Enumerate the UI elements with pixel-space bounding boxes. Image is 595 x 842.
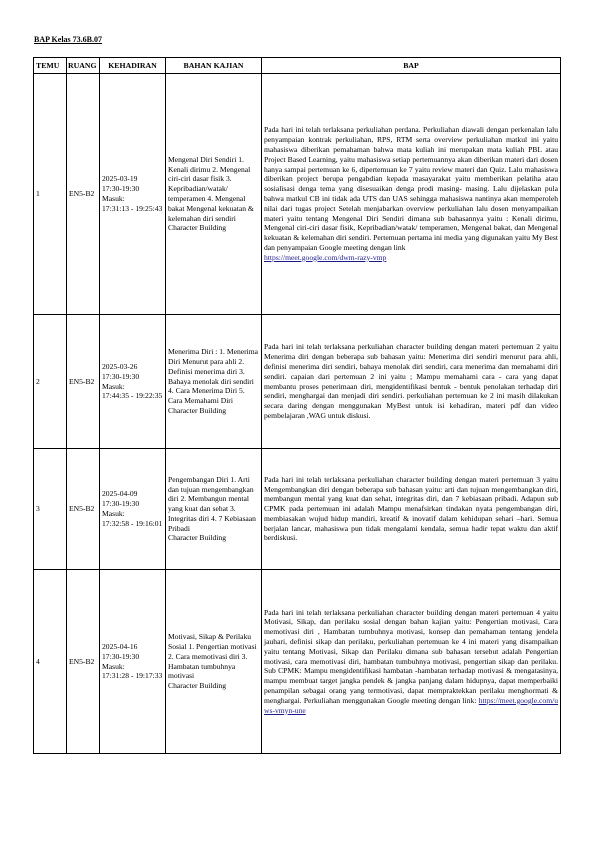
topic-text: Mengenal Diri Sendiri 1. Kenali dirimu 2. Mengenal ciri-ciri dasar fisik 3. Kepribadian/watak/ temperamen 4. Mengenal bakat Mengenal kekuatan & kelemahan diri sendiri bbox=[168, 154, 254, 223]
topic-footer: Character Building bbox=[168, 223, 226, 233]
meeting-number: 1 bbox=[34, 74, 67, 315]
table-row bbox=[34, 315, 561, 449]
attendance-range: 17:31:28 - 19:17:33 bbox=[102, 671, 163, 681]
attendance-masuk: Masuk: bbox=[102, 661, 125, 671]
table-row bbox=[34, 449, 561, 570]
header-bahan-kajian bbox=[166, 58, 262, 74]
header-temu bbox=[34, 58, 67, 74]
attendance-cell bbox=[100, 449, 166, 570]
topic-text: Motivasi, Sikap & Perilaku Sosial 1. Pengertian motivasi 2. Cara memotivasi diri 3. Hambatan tumbuhnya motivasi bbox=[168, 632, 257, 681]
meeting-link[interactable]: https://meet.google.com/uws-vmyn-une bbox=[264, 695, 559, 715]
attendance-range: 17:32:58 - 19:16:01 bbox=[102, 518, 163, 528]
header-bap-label: BAP bbox=[403, 61, 419, 70]
topic-cell bbox=[166, 449, 262, 570]
room-cell: EN5-B2 bbox=[67, 74, 100, 315]
bap-text: Pada hari ini telah terlaksana perkuliahan perdana. Perkuliahan diawali dengan perkenalan lalu penyampaian kontrak perkuliahan, RPS, RTM serta overview perkuliahan matkul ini yaitu mahasiswa diberikan pemahaman bahwa mata kuliah ini merupakan mata kuliah PBL atau Project Based Learning, yaitu mahasiswa setiap pertemuannya akan diberikan materi dari dosen hanya sampai pertemuan ke 6, dipertemuan ke 7 yaitu review materi dan Quiz. Lalu mahasiswa diberikan project berupa pengabdian kepada masayarakat yaitu memberikan pelatiha atau sosialisasi denga tema yang disesuaikan denga prodi masing- masing. Lalu dijelaskan pula bahwa matkul CB ini tidak ada UTS dan UAS sehingga mahasiswa nantinya akan memperoleh nilai dari tugas project Setelah menjabarkan overview perkuliahan lalu dosen menyampaikan materi yaitu tentang Mengenal Diri Sendiri dimana sub bahasannya yaitu : Kenali dirimu, Mengenal ciri-ciri dasar fisik, Kepribadian/watak/ temperamen, Mengenal bakat, dan Mengenal kekuatan & kelemahan diri sendiri. Pertemuan pertama ini media yang digunakan yaitu My Best dan penyampaian Google meeting dengan link bbox=[264, 125, 558, 252]
table-row bbox=[34, 74, 561, 315]
bap-cell bbox=[262, 449, 561, 570]
topic-cell bbox=[166, 570, 262, 754]
room-cell: EN5-B2 bbox=[67, 315, 100, 449]
header-ruang bbox=[67, 58, 100, 74]
room-cell: EN5-B2 bbox=[67, 570, 100, 754]
bap-text: Pada hari ini telah terlaksana perkuliahan character building dengan materi pertemuan 3 yaitu Mengembangkan diri dengan beberapa sub bahasan yaitu: arti dan tujuan mengembangkan diri, membangun mental yang kuat dan sehat, integritas diri, dan 7 kebiasaan pribadi. Adapun sub CPMK pada pertemuan ini adalah Mampu menafsirkan tindakan nyata pengembangan diri, membiasakan wujud hidup mandiri, kreatif & inovatif dalam kehidupan sehari –hari. Semua berjalan lancar, mahasiswa pun tidak mengalami kendala, semua hadir tepat waktu dan aktif berdiskusi. bbox=[264, 474, 558, 543]
header-bahan-label: BAHAN KAJIAN bbox=[183, 61, 244, 70]
attendance-date: 2025-03-19 bbox=[102, 174, 138, 184]
attendance-cell bbox=[100, 74, 166, 315]
meeting-number: 2 bbox=[34, 315, 67, 449]
room-cell: EN5-B2 bbox=[67, 449, 100, 570]
topic-text: Menerima Diri : 1. Menerima Diri Menurut para ahli 2. Definisi menerima diri 3. Bahaya menolak diri sendiri 4. Cara Menerima Diri 5. Cara Memahami Diri bbox=[168, 347, 259, 406]
bap-text: Pada hari ini telah terlaksana perkuliahan character building dengan materi pertemuan 4 yaitu Motivasi, Sikap, dan perilaku sosial dengan bahan kajian yaitu: Pengertian motivasi, Cara memotivasi diri , Hambatan tumbuhnya motivasi, konsep dan pemahaman tentang jendela jauhari, definisi sikap dan perilaku, perkuliahan pertemuan ke 4 ini materi yang disampaikan yaitu tentang Motivasi, Sikap dan Perilaku dimana sub bahasan tersebut adalah Pengertian motivasi, cara memotivasi diri, hambatan tumbuhnya motivasi, pengertian sikap dan perilaku. Sub CPMK: Mampu mengidentifikasi hambatan -hambatan terhadap motivasi & mengatasinya, mampu membuat target jangka pendek & jangka panjang dalam hidupnya, dapat memperbaiki penampilan sebagai orang yang termotivasi, dapat mempraktekkan perilaku menghormati & menghargai. Perkuliahan menggunakan Google meeting dengan link: bbox=[264, 607, 558, 705]
attendance-masuk: Masuk: bbox=[102, 509, 125, 518]
header-temu-label: TEMU bbox=[36, 61, 60, 70]
page-title: BAP Kelas 73.6B.07 bbox=[34, 35, 103, 44]
header-kehadiran bbox=[100, 58, 166, 74]
attendance-time: 17:30-19:30 bbox=[102, 499, 140, 509]
header-bap bbox=[262, 58, 561, 74]
attendance-cell bbox=[100, 570, 166, 754]
header-ruang-label: RUANG bbox=[68, 61, 97, 70]
table-header-row bbox=[34, 58, 561, 74]
attendance-range: 17:44:35 - 19:22:35 bbox=[102, 391, 163, 401]
attendance-time: 17:30-19:30 bbox=[102, 371, 140, 381]
attendance-time: 17:30-19:30 bbox=[102, 651, 140, 661]
table-row bbox=[34, 570, 561, 754]
attendance-time: 17:30-19:30 bbox=[102, 184, 140, 194]
topic-footer: Character Building bbox=[168, 405, 226, 415]
meeting-link[interactable]: https://meet.google.com/dwm-razy-vmp bbox=[264, 252, 387, 262]
topic-cell bbox=[166, 74, 262, 315]
attendance-masuk: Masuk: bbox=[102, 381, 125, 391]
attendance-date: 2025-03-26 bbox=[102, 361, 138, 371]
meeting-number: 4 bbox=[34, 570, 67, 754]
topic-footer: Character Building bbox=[168, 681, 226, 691]
attendance-range: 17:31:13 - 19:25:43 bbox=[102, 203, 163, 213]
topic-footer: Character Building bbox=[168, 533, 226, 543]
bap-cell bbox=[262, 315, 561, 449]
topic-cell bbox=[166, 315, 262, 449]
attendance-date: 2025-04-16 bbox=[102, 641, 138, 651]
bap-cell bbox=[262, 570, 561, 754]
bap-text: Pada hari ini telah terlaksana perkuliahan character building dengan materi pertemuan 2 yaitu Menerima diri dengan beberapa sub bahasan yaitu: Menerima diri sendiri menurut para ahli, definisi menerima diri sendiri, bahaya menolak diri sendiri, cara menerima dan memahami diri sendiri. capaian dari pertemuan 2 ini yaitu ; Mampu memahami cara - cara yang dapat membantu proses penerimaan diri, mengidentifikasi bentuk - bentuk penolakan terhadap diri sendiri, menghargai dan menjadi diri sendiri. perkuliahan pertemuan ke 2 ini masih dilakukan secara daring dengan menggunakan MyBest untuk isi kehadiran, materi pdf dan video pembelajaran ,WAG untuk diskusi. bbox=[264, 342, 558, 420]
header-kehadiran-label: KEHADIRAN bbox=[108, 61, 157, 70]
meeting-number: 3 bbox=[34, 449, 67, 570]
attendance-cell bbox=[100, 315, 166, 449]
bap-table bbox=[33, 57, 561, 754]
attendance-date: 2025-04-09 bbox=[102, 489, 138, 499]
topic-text: Pengembangan Diri 1. Arti dan tujuan mengembangkan diri 2. Membangun mental yang kuat dan sehat 3. Integritas diri 4. 7 Kebiasaan Pribadi bbox=[168, 474, 256, 533]
bap-cell bbox=[262, 74, 561, 315]
attendance-masuk: Masuk: bbox=[102, 194, 125, 203]
